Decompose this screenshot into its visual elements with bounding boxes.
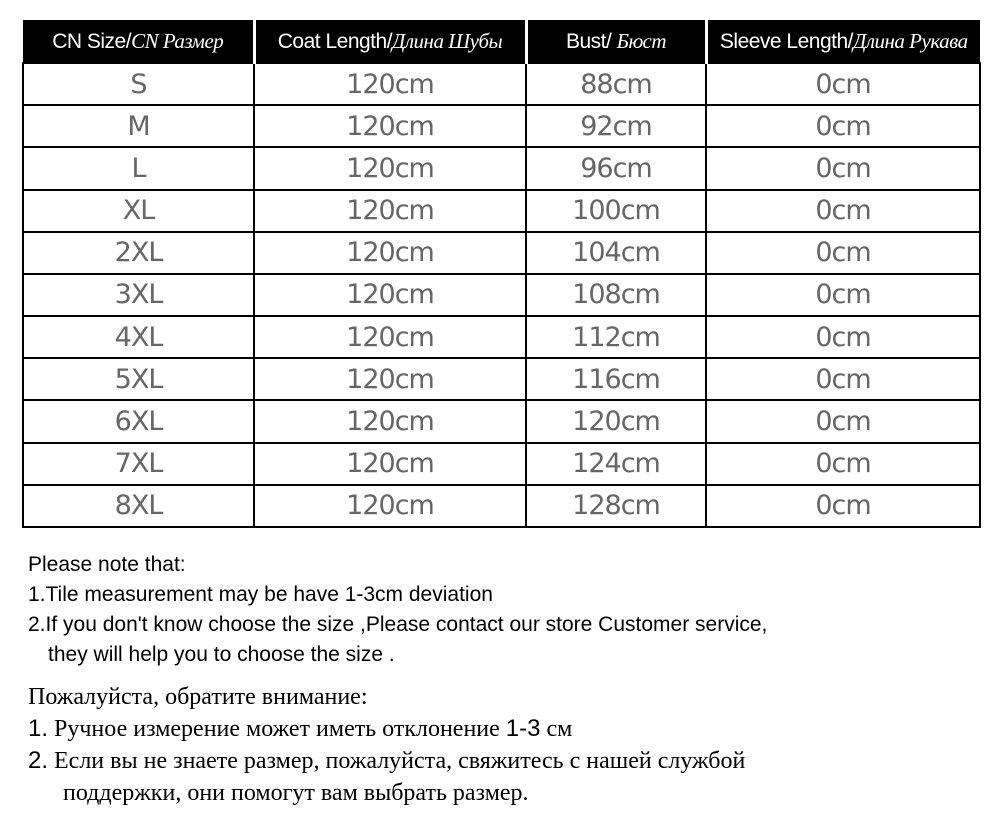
notes-ru-line-1 [28,713,978,745]
size-cell: 5XL [23,358,254,400]
bust-cell: 108cm [526,274,706,316]
notes-en-line-1: 1.Tile measurement may be have 1-3cm deviation [28,583,493,606]
notes-ru-line-1-number: 1. [28,715,49,742]
header-bust: Bust/ Бюст [526,20,706,63]
table-row [23,400,980,442]
sleeve-length-cell: 0cm [706,190,980,232]
bust-cell: 92cm [526,105,706,147]
notes-ru-line-2-text: Если вы не знаете размер, пожалуйста, свяжитесь с нашей службой [48,748,746,774]
coat-length-cell: 120cm [254,190,526,232]
notes-ru-line-2 [28,745,978,777]
notes-ru-line-3: поддержки, они помогут вам выбрать размер. [63,780,529,806]
table-row [23,147,980,189]
size-cell: 8XL [23,485,254,527]
bust-cell: 116cm [526,358,706,400]
header-coat-length: Coat Length/Длина Шубы [254,20,526,63]
coat-length-cell: 120cm [254,400,526,442]
table-row [23,316,980,358]
size-chart-table [22,20,981,528]
table-row [23,485,980,527]
table-row [23,358,980,400]
size-cell: L [23,147,254,189]
coat-length-cell: 120cm [254,63,526,105]
notes-ru-line-1-unit: см [540,716,573,742]
size-cell: 7XL [23,443,254,485]
table-row [23,443,980,485]
coat-length-cell: 120cm [254,274,526,316]
table-row [23,105,980,147]
bust-cell: 100cm [526,190,706,232]
table-row [23,274,980,316]
sleeve-length-cell: 0cm [706,358,980,400]
size-cell: 2XL [23,232,254,274]
table-row [23,232,980,274]
coat-length-cell: 120cm [254,316,526,358]
notes-ru-line-1-text: Ручное измерение может иметь отклонение [48,716,506,742]
sleeve-length-cell: 0cm [706,443,980,485]
size-cell: 3XL [23,274,254,316]
coat-length-cell: 120cm [254,358,526,400]
size-cell: S [23,63,254,105]
header-sleeve-length: Sleeve Length/Длина Рукава [706,20,980,63]
coat-length-cell: 120cm [254,443,526,485]
notes-english [28,550,968,670]
table-row [23,63,980,105]
sleeve-length-cell: 0cm [706,485,980,527]
notes-en-intro: Please note that: [28,553,186,576]
size-cell: 6XL [23,400,254,442]
bust-cell: 120cm [526,400,706,442]
sleeve-length-cell: 0cm [706,147,980,189]
size-cell: XL [23,190,254,232]
notes-en-line-2: 2.If you don't know choose the size ,Please contact our store Customer service, [28,613,768,636]
notes-russian [28,681,978,809]
notes-ru-intro: Пожалуйста, обратите внимание: [28,684,368,710]
sleeve-length-cell: 0cm [706,400,980,442]
table-header-row [23,20,980,63]
table-row [23,190,980,232]
bust-cell: 128cm [526,485,706,527]
sleeve-length-cell: 0cm [706,63,980,105]
bust-cell: 88cm [526,63,706,105]
bust-cell: 124cm [526,443,706,485]
sleeve-length-cell: 0cm [706,232,980,274]
notes-en-line-3: they will help you to choose the size . [48,643,395,666]
sleeve-length-cell: 0cm [706,274,980,316]
notes-ru-line-2-number: 2. [28,747,49,774]
coat-length-cell: 120cm [254,147,526,189]
size-cell: 4XL [23,316,254,358]
coat-length-cell: 120cm [254,485,526,527]
sleeve-length-cell: 0cm [706,105,980,147]
notes-ru-line-1-range: 1-3 [505,715,541,742]
coat-length-cell: 120cm [254,105,526,147]
coat-length-cell: 120cm [254,232,526,274]
bust-cell: 112cm [526,316,706,358]
sleeve-length-cell: 0cm [706,316,980,358]
bust-cell: 96cm [526,147,706,189]
header-cn-size: CN Size/CN Размер [23,20,254,63]
size-cell: M [23,105,254,147]
bust-cell: 104cm [526,232,706,274]
